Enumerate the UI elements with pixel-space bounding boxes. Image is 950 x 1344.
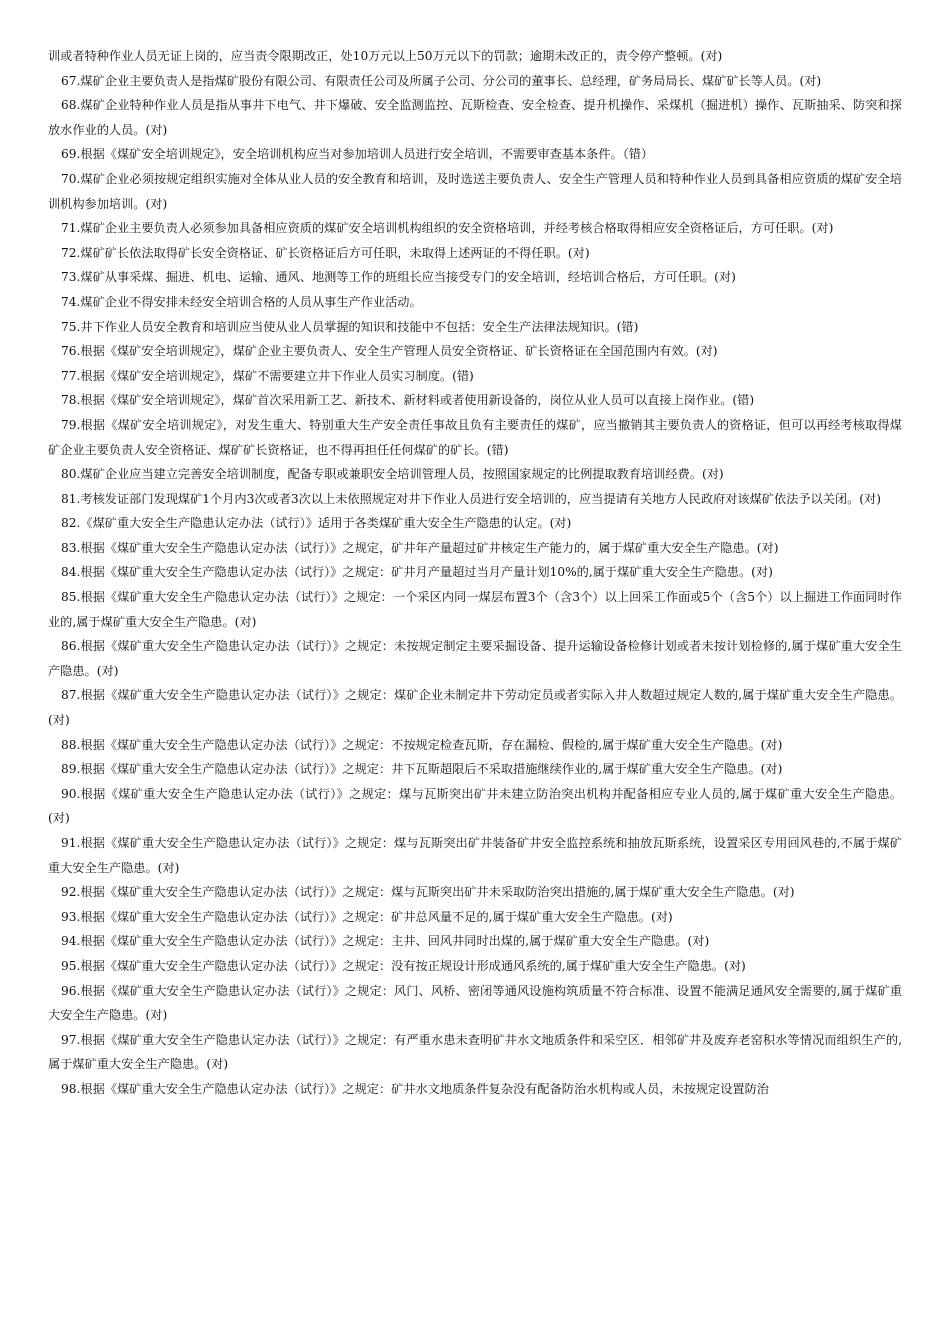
question-item: 88.根据《煤矿重大安全生产隐患认定办法（试行）》之规定：不按规定检查瓦斯，存在漏检、假检的,属于煤矿重大安全生产隐患。(对): [61, 737, 783, 752]
question-item: 73.煤矿从事采煤、掘进、机电、运输、通风、地测等工作的班组长应当接受专门的安全培训，经培训合格后，方可任职。(对): [61, 270, 736, 285]
question-item: 97.根据《煤矿重大安全生产隐患认定办法（试行）》之规定：有严重水患未查明矿井水文地质条件和采空区．相邻矿井及废弃老窑积水等情况而组织生产的,属于煤矿重大安全生产隐患。(对): [48, 1032, 902, 1072]
question-item: 87.根据《煤矿重大安全生产隐患认定办法（试行）》之规定：煤矿企业未制定井下劳动定员或者实际入井人数超过规定人数的,属于煤矿重大安全生产隐患。(对): [48, 688, 902, 728]
question-item: 83.根据《煤矿重大安全生产隐患认定办法（试行）》之规定，矿井年产量超过矿井核定生产能力的，属于煤矿重大安全生产隐患。(对): [61, 540, 779, 555]
question-item: 91.根据《煤矿重大安全生产隐患认定办法（试行）》之规定：煤与瓦斯突出矿井装备矿井安全监控系统和抽放瓦斯系统，设置采区专用回风巷的,不属于煤矿重大安全生产隐患。(对): [48, 836, 902, 875]
question-item: 76.根据《煤矿安全培训规定》，煤矿企业主要负责人、安全生产管理人员安全资格证、矿长资格证在全国范围内有效。(对): [61, 344, 718, 359]
question-item: 70.煤矿企业必须按规定组织实施对全体从业人员的安全教育和培训，及时选送主要负责人、安全生产管理人员和特种作业人员到具备相应资质的煤矿安全培训机构参加培训。(对): [48, 171, 902, 211]
question-item: 72.煤矿矿长依法取得矿长安全资格证、矿长资格证后方可任职，未取得上述两证的不得任职。(对): [61, 245, 590, 260]
question-item: 80.煤矿企业应当建立完善安全培训制度，配备专职或兼职安全培训管理人员，按照国家规定的比例提取教育培训经费。(对): [61, 467, 724, 482]
question-item: 92.根据《煤矿重大安全生产隐患认定办法（试行）》之规定：煤与瓦斯突出矿井未采取防治突出措施的,属于煤矿重大安全生产隐患。(对): [61, 885, 795, 900]
question-item: 85.根据《煤矿重大安全生产隐患认定办法（试行）》之规定：一个采区内同一煤层布置3个（含3个）以上回采工作面或5个（含5个）以上掘进工作面同时作业的,属于煤矿重大安全生产隐患。(对): [48, 590, 902, 629]
question-item: 89.根据《煤矿重大安全生产隐患认定办法（试行）》之规定：井下瓦斯超限后不采取措施继续作业的,属于煤矿重大安全生产隐患。(对): [61, 762, 783, 777]
question-item: 68.煤矿企业特种作业人员是指从事井下电气、井下爆破、安全监测监控、瓦斯检查、安全检查、提升机操作、采煤机（掘进机）操作、瓦斯抽采、防突和探放水作业的人员。(对): [48, 98, 902, 137]
question-item: 98.根据《煤矿重大安全生产隐患认定办法（试行）》之规定：矿井水文地质条件复杂没有配备防治水机构或人员，未按规定设置防治: [61, 1081, 769, 1096]
question-item: 90.根据《煤矿重大安全生产隐患认定办法（试行）》之规定：煤与瓦斯突出矿井未建立防治突出机构并配备相应专业人员的,属于煤矿重大安全生产隐患。(对): [48, 786, 902, 826]
question-item: 71.煤矿企业主要负责人必须参加具备相应资质的煤矿安全培训机构组织的安全资格培训，并经考核合格取得相应安全资格证后，方可任职。(对): [61, 221, 834, 236]
question-item: 94.根据《煤矿重大安全生产隐患认定办法（试行）》之规定：主井、回风井同时出煤的,属于煤矿重大安全生产隐患。(对): [61, 934, 710, 949]
continued-paragraph: 训或者特种作业人员无证上岗的，应当责令限期改正，处10万元以上50万元以下的罚款；逾期未改正的，责令停产整顿。(对): [48, 49, 723, 63]
question-item: 79.根据《煤矿安全培训规定》，对发生重大、特别重大生产安全责任事故且负有主要责任的煤矿，应当撤销其主要负责人的资格证，但可以再经考核取得煤矿企业主要负责人安全资格证、煤矿矿长资格证，也不得再担任任何煤矿的矿长。(错): [48, 417, 902, 457]
question-item: 81.考核发证部门发现煤矿1个月内3次或者3次以上未依照规定对井下作业人员进行安全培训的，应当提请有关地方人民政府对该煤矿依法予以关闭。(对): [61, 491, 881, 506]
question-item: 67.煤矿企业主要负责人是指煤矿股份有限公司、有限责任公司及所属子公司、分公司的董事长、总经理，矿务局局长、煤矿矿长等人员。(对): [61, 73, 822, 88]
question-item: 84.根据《煤矿重大安全生产隐患认定办法（试行）》之规定：矿井月产量超过当月产量计划10%的,属于煤矿重大安全生产隐患。(对): [61, 565, 773, 580]
question-item: 78.根据《煤矿安全培训规定》，煤矿首次采用新工艺、新技术、新材料或者使用新设备的，岗位从业人员可以直接上岗作业。(错): [61, 393, 755, 408]
question-item: 82.《煤矿重大安全生产隐患认定办法（试行）》适用于各类煤矿重大安全生产隐患的认定。(对): [61, 516, 572, 531]
question-item: 96.根据《煤矿重大安全生产隐患认定办法（试行）》之规定：风门、风桥、密闭等通风设施构筑质量不符合标准、设置不能满足通风安全需要的,属于煤矿重大安全生产隐患。(对): [48, 983, 902, 1023]
question-item: 74.煤矿企业不得安排未经安全培训合格的人员从事生产作业活动。: [61, 294, 422, 309]
question-item: 86.根据《煤矿重大安全生产隐患认定办法（试行）》之规定：未按规定制定主要采掘设备、提升运输设备检修计划或者未按计划检修的,属于煤矿重大安全生产隐患。(对): [48, 639, 902, 678]
question-item: 93.根据《煤矿重大安全生产隐患认定办法（试行）》之规定：矿井总风量不足的,属于煤矿重大安全生产隐患。(对): [61, 909, 673, 924]
question-item: 77.根据《煤矿安全培训规定》，煤矿不需要建立井下作业人员实习制度。(错): [61, 368, 474, 383]
question-item: 95.根据《煤矿重大安全生产隐患认定办法（试行）》之规定：没有按正规设计形成通风系统的,属于煤矿重大安全生产隐患。(对): [61, 958, 746, 973]
question-item: 69.根据《煤矿安全培训规定》，安全培训机构应当对参加培训人员进行安全培训，不需要审查基本条件。（错）: [61, 147, 654, 162]
question-item: 75.井下作业人员安全教育和培训应当使从业人员掌握的知识和技能中不包括：安全生产法律法规知识。(错): [61, 319, 639, 334]
